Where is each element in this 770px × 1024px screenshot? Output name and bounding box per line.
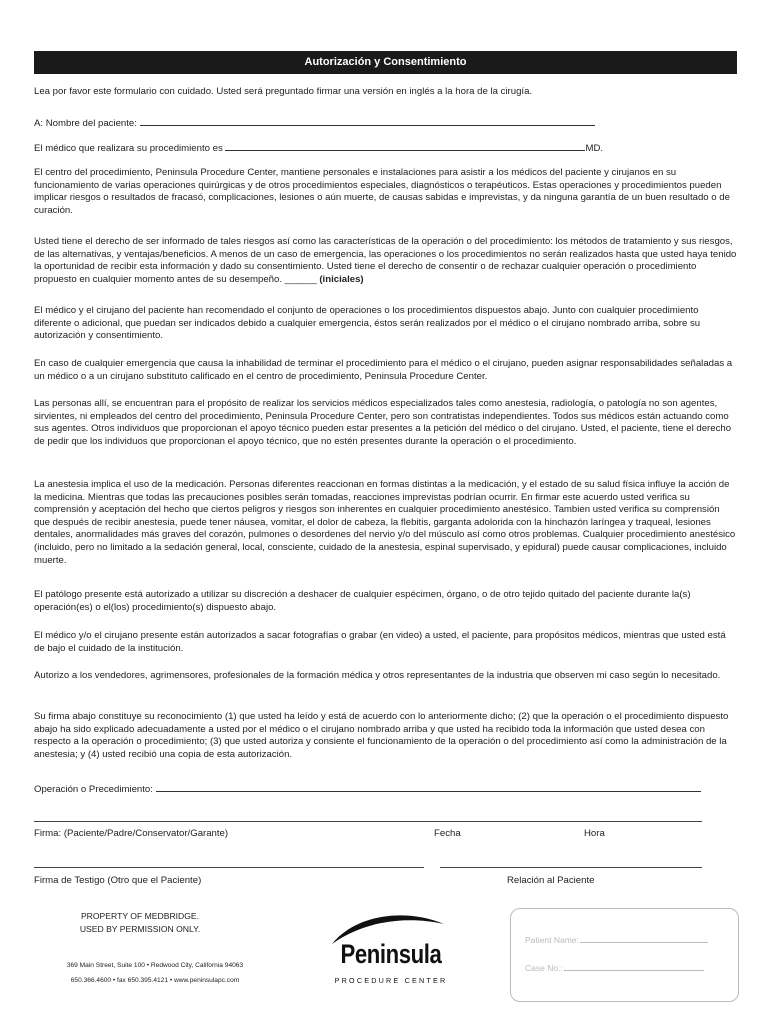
paragraph-2-text: Usted tiene el derecho de ser informado de tales riesgos así como las características de la operación o del procedimiento: los métodos de tratamiento y sus riesgos, de las alternativas, y ventajas/beneficios. A menos de un caso de emergencia, las operaciones o los procedimientos no serán realizados hasta que usted haya tenido la oportunidad de recibir esta información y dado su consentimiento. Usted tiene el derecho de consentir o de rechazar cualquier operación o procedimiento propuesto en cualquier momento antes de su desempeño. ______ (34, 236, 737, 285)
relation-label: Relación al Paciente (507, 875, 595, 886)
paragraph-6: La anestesia implica el uso de la medicación. Personas diferentes reaccionan en formas distintas a la medicación, y el estado de su salud física influye la acción de la medicina. Mientras que todas las precauciones posibles serán tomadas, reacciones imprevistas podrían ocurrir. En firmar este acuerdo usted verifica su comprensión y aceptación del hecho que ciertos peligros y riesgos son inherentes en cualquier procedimiento anestésico. Tambien usted verifica su comprensión que después de recibir anestesia, puede tener náusea, vomitar, el dolor de cabeza, la flebitis, garganta adolorida con la hinchazón laríngea y traqueal, lesiones dentales, anormalidades más graves del corazón, pulmones o desordenes del nervio y/o del músculo así como otros problemas. Cualquier procedimiento anestésico (incluido, pero no limitado a la sedación general, local, consciente, cuidado de la anestesia, espinal supervisado, y epidural) puede causar complicaciones, incluido muerte. (34, 479, 736, 566)
property-notice (40, 910, 240, 936)
signature-line[interactable] (34, 821, 702, 822)
form-title: Autorización y Consentimiento (34, 51, 737, 74)
doctor-row (34, 140, 737, 156)
doctor-label: El médico que realizara su procedimiento es (34, 143, 223, 154)
patient-box-case-label: Case No.: (525, 963, 563, 973)
paragraph-4: En caso de cualquier emergencia que causa la inhabilidad de terminar el procedimiento para el médico o el cirujano, pueden asignar responsabilidades señaladas a un médico o a un cirujano substituto calificado en el centro de procedimiento, Peninsula Procedure Center. (34, 358, 733, 382)
footer-address: 369 Main Street, Suite 100 • Redwood City, California 94063 (66, 962, 244, 969)
paragraph-8: El médico y/o el cirujano presente están autorizados a sacar fotografías o grabar (en video) a usted, el paciente, para propósitos médicos, mientras que usted está de bajo el cuidado de la institución. (34, 630, 726, 654)
patient-box-name-label: Patient Name: (525, 935, 579, 945)
logo-tagline: PROCEDURE CENTER (334, 976, 448, 985)
witness-signature-line[interactable] (34, 867, 424, 868)
date-label: Fecha (434, 828, 461, 839)
paragraph-2 (34, 236, 737, 286)
paragraph-5: Las personas allí, se encuentran para el propósito de realizar los servicios médicos especializados tales como anestesia, radiología, o patología no son agentes, sirvientes, ni empleados del centro del procedimiento, Peninsula Procedure Center, pero son contratistas independientes. Todos sus médicos están actuando como sus agentes. Otros individuos que proporcionan el apoyo técnico pueden estar presentes a la petición del médico o del cirujano. Usted, el paciente, tiene el derecho de pedir que los individuos que proporcionan el apoyo técnico, que no estén presentes durante la operación o el procedimiento. (34, 398, 732, 447)
logo-name: Peninsula (340, 939, 442, 969)
relation-line[interactable] (440, 867, 702, 868)
doctor-name-field[interactable] (225, 140, 585, 151)
peninsula-logo (326, 906, 456, 994)
footer-contact: 650.366.4600 • fax 650.395.4121 • www.peninsulapc.com (70, 977, 240, 984)
case-number-box-field[interactable] (525, 961, 704, 973)
paragraph-3: El médico y el cirujano del paciente han recomendado el conjunto de operaciones o los procedimientos dispuestos abajo. Junto con cualquier procedimiento diferente o adicional, que puedan ser indicados debido a cualquier emergencia, éstos serán realizados por el médico o el cirujano nombrado arriba, sobre su autorización y consentimiento. (34, 305, 701, 342)
operation-field[interactable] (156, 781, 701, 792)
witness-label: Firma de Testigo (Otro que el Paciente) (34, 875, 202, 886)
intro-text: Lea por favor este formulario con cuidado. Usted será preguntado firmar una versión en inglés a la hora de la cirugía. (34, 86, 533, 97)
patient-name-box-field[interactable] (525, 933, 708, 945)
patient-name-field[interactable] (140, 115, 595, 126)
doctor-suffix: MD. (585, 143, 604, 154)
property-line-2: USED BY PERMISSION ONLY. (79, 924, 201, 934)
patient-name-row (34, 115, 737, 131)
paragraph-1: El centro del procedimiento, Peninsula Procedure Center, mantiene personales e instalaciones para asistir a los médicos del paciente y cirujanos en su funcionamiento de varias operaciones quirúrgicas y de otros procedimientos especiales, diagnósticos o terapéuticos. Estas operaciones y procedimientos pueden implicar riesgos o resultados de fracasó, complicaciones, lesiones o aún muerte, de causas sabidas e imprevistas, y da ninguna garantía de un buen resultado o de curación. (34, 167, 730, 216)
operation-row (34, 781, 737, 797)
signer-label: Firma: (Paciente/Padre/Conservator/Garante) (34, 828, 229, 839)
paragraph-7: El patólogo presente está autorizado a utilizar su discreción a deshacer de cualquier espécimen, órgano, o de otro tejido quitado del paciente durante la(s) operación(es) o el(los) procedimiento(s) dispuesto abajo. (34, 589, 691, 613)
patient-label-box (510, 908, 739, 1002)
operation-label: Operación o Precedimiento: (34, 784, 153, 795)
initials-label: (iniciales) (319, 273, 364, 285)
property-line-1: PROPERTY OF MEDBRIDGE. (80, 911, 200, 921)
patient-name-label: A: Nombre del paciente: (34, 118, 137, 129)
paragraph-9: Autorizo a los vendedores, agrimensores, profesionales de la formación médica y otros representantes de la industria que observen mi caso según lo necesitado. (34, 670, 721, 681)
paragraph-10: Su firma abajo constituye su reconocimiento (1) que usted ha leído y está de acuerdo con lo anteriormente dicho; (2) que la operación o el procedimiento dispuesto abajo ha sido explicado adecuadamente a usted por el médico o el cirujano nombrado arriba y que usted ha recibido toda la información que usted desea con respecto a la operación o procedimiento; (3) que usted autoriza y consiente el funcionamiento de la operación o del procedimiento así como la administración de la anestesia; y (4) usted recibió una copia de esta autorización. (34, 711, 729, 760)
time-label: Hora (584, 828, 605, 839)
